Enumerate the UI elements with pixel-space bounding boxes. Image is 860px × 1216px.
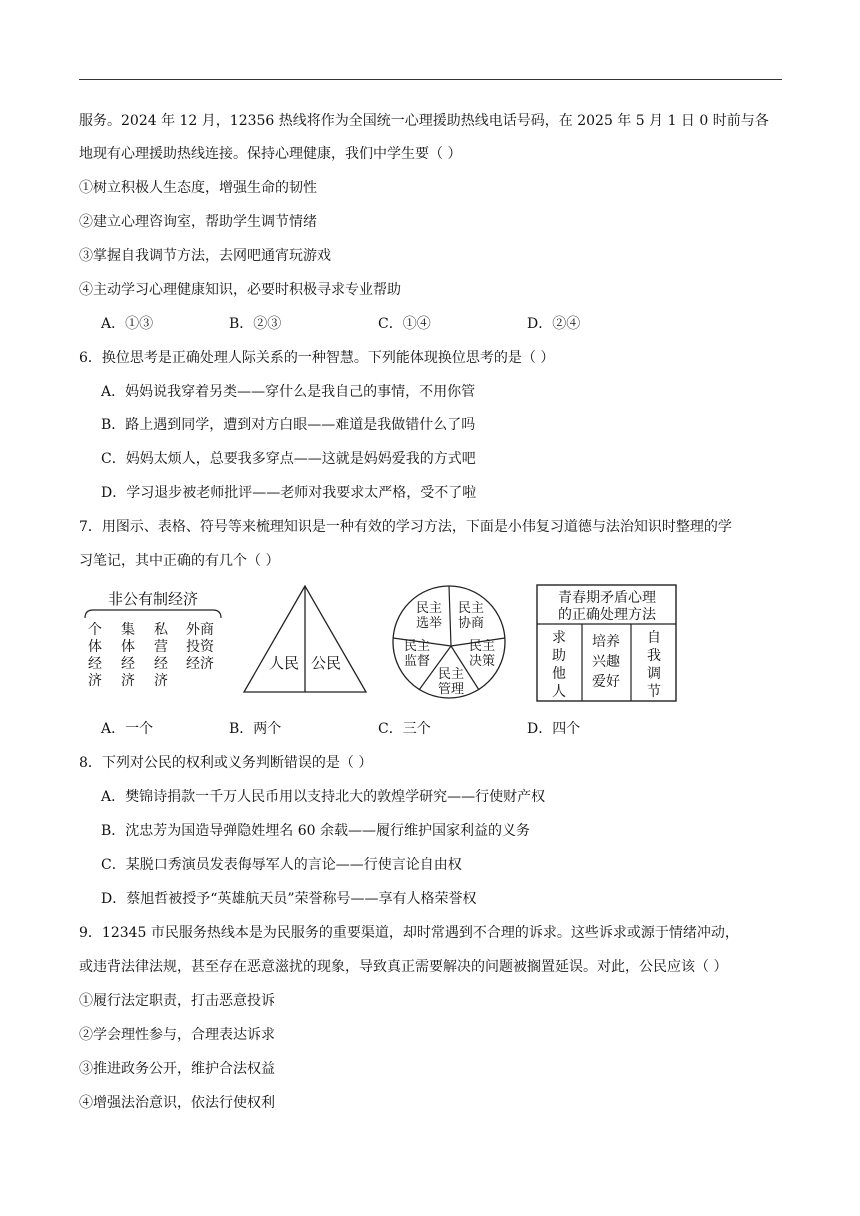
diagram-democracy-circle <box>389 584 509 704</box>
table4-col3-text: 自 <box>647 630 661 646</box>
diagram1-col2-char: 经 <box>121 656 135 672</box>
q5-option-b[interactable]: B．②③ <box>229 316 282 332</box>
table4-col1-text: 他 <box>552 666 566 682</box>
diagram1-col2-char: 体 <box>121 639 135 655</box>
q9-statement-3: ③推进政务公开，维护合法权益 <box>79 1061 275 1077</box>
sector-3-label: 民主 <box>468 639 496 654</box>
q9-statement-1: ①履行法定职责，打击恶意投诉 <box>79 993 275 1009</box>
q7-stem-line1: 7．用图示、表格、符号等来梳理知识是一种有效的学习方法，下面是小伟复习道德与法治知识时整理的学 <box>79 519 732 535</box>
diagram1-title: 非公有制经济 <box>107 590 199 608</box>
table4-col3-text: 我 <box>647 648 661 664</box>
q9-statement-4: ④增强法治意识，依法行使权利 <box>79 1095 275 1111</box>
q5-statement-3: ③掌握自我调节方法，去网吧通宵玩游戏 <box>79 248 331 264</box>
q5-statement-4: ④主动学习心理健康知识，必要时积极寻求专业帮助 <box>79 282 401 298</box>
q5-option-d[interactable]: D．②④ <box>527 316 581 332</box>
sector-5-label: 民主 <box>403 639 431 654</box>
table4-title-line-2: 的正确处理方法 <box>558 607 656 623</box>
sector-1-label: 民主 <box>415 601 443 616</box>
diagram1-col3-char: 济 <box>154 673 168 689</box>
diagram1-col3-char: 营 <box>154 639 168 655</box>
q8-option-a[interactable]: A．樊锦诗捐款一千万人民币用以支持北大的敦煌学研究——行使财产权 <box>101 789 546 805</box>
sector-2-label: 民主 <box>457 601 485 616</box>
triangle-left-label: 人民 <box>268 654 300 672</box>
q5-statement-1: ①树立积极人生态度，增强生命的韧性 <box>79 180 317 196</box>
q8-option-b[interactable]: B．沈忠芳为国造导弹隐姓埋名 60 余载——履行维护国家利益的义务 <box>101 823 531 839</box>
diagram1-col4-char: 外商 <box>186 622 214 638</box>
q7-options <box>101 719 781 739</box>
diagram1-brace <box>85 610 221 618</box>
q9-stem-line1: 9．12345 市民服务热线本是为民服务的重要渠道，却时常遇到不合理的诉求。这些诉求或源于情绪冲动， <box>79 925 739 941</box>
q8-stem: 8．下列对公民的权利或义务判断错误的是（ ） <box>79 755 373 771</box>
q5-statement-2: ②建立心理咨询室，帮助学生调节情绪 <box>79 214 317 230</box>
table4-col2-text: 爱好 <box>592 674 620 690</box>
q5-stem-line2: 地现有心理援助热线连接。保持心理健康，我们中学生要（ ） <box>79 146 462 162</box>
q9-statement-2: ②学会理性参与，合理表达诉求 <box>79 1027 275 1043</box>
q6-stem: 6．换位思考是正确处理人际关系的一种智慧。下列能体现换位思考的是（ ） <box>79 350 555 366</box>
table4-col1-text: 求 <box>552 630 566 646</box>
table4-col3-text: 节 <box>647 684 661 700</box>
sector-1-label: 选举 <box>415 616 443 631</box>
diagram1-col1-char: 济 <box>88 673 102 689</box>
q6-option-d[interactable]: D．学习退步被老师批评——老师对我要求太严格，受不了啦 <box>101 485 477 501</box>
q7-option-b[interactable]: B．两个 <box>229 721 282 737</box>
diagram-adolescence-table <box>536 584 678 708</box>
diagram1-col4-char: 经济 <box>186 656 214 672</box>
table4-col2-text: 兴趣 <box>592 654 620 670</box>
q7-option-d[interactable]: D．四个 <box>527 721 581 737</box>
q6-option-a[interactable]: A．妈妈说我穿着另类——穿什么是我自己的事情，不用你管 <box>101 384 476 400</box>
q7-option-a[interactable]: A．一个 <box>101 721 154 737</box>
diagram1-col3-char: 经 <box>154 656 168 672</box>
q5-option-c[interactable]: C．①④ <box>378 316 431 332</box>
q6-option-b[interactable]: B．路上遇到同学，遭到对方白眼——难道是我做错什么了吗 <box>101 417 476 433</box>
diagram1-col4-char: 投资 <box>186 639 214 655</box>
q9-stem-line2: 或违背法律法规，甚至存在恶意滋扰的现象，导致真正需要解决的问题被搁置延误。对此，公民应该（ ） <box>79 959 728 975</box>
q8-option-d[interactable]: D．蔡旭哲被授予“英雄航天员”荣誉称号——享有人格荣誉权 <box>101 891 477 907</box>
table4-title-line-1: 青春期矛盾心理 <box>558 590 656 606</box>
diagram-triangle <box>242 584 368 700</box>
sector-4-label: 管理 <box>437 682 465 697</box>
sector-2-label: 协商 <box>457 616 485 631</box>
sector-3-label: 决策 <box>468 654 496 669</box>
table4-col2-text: 培养 <box>592 634 620 650</box>
q5-stem-line1: 服务。2024 年 12 月，12356 热线将作为全国统一心理援助热线电话号码，在 2025 年 5 月 1 日 0 时前与各 <box>79 113 769 129</box>
table4-col3-text: 调 <box>647 666 661 682</box>
diagram1-col2-char: 济 <box>121 673 135 689</box>
q8-option-c[interactable]: C．某脱口秀演员发表侮辱军人的言论——行使言论自由权 <box>101 857 462 873</box>
triangle-right-label: 公民 <box>310 654 342 672</box>
header-rule <box>79 79 782 80</box>
table4-col1-text: 人 <box>552 684 566 700</box>
q6-option-c[interactable]: C．妈妈太烦人，总要我多穿点——这就是妈妈爱我的方式吧 <box>101 451 476 467</box>
sector-4-label: 民主 <box>437 667 465 682</box>
q7-option-c[interactable]: C．三个 <box>378 721 431 737</box>
diagram1-col2-char: 集 <box>121 622 135 638</box>
sector-5-label: 监督 <box>403 654 431 669</box>
diagram1-col1-char: 体 <box>88 639 102 655</box>
circle-divider-1 <box>449 586 451 646</box>
table4-col1-text: 助 <box>552 648 566 664</box>
q7-stem-line2: 习笔记，其中正确的有几个（ ） <box>79 553 280 569</box>
diagram1-col1-char: 个 <box>88 622 102 638</box>
diagram1-col3-char: 私 <box>154 622 168 638</box>
q5-options <box>101 314 781 334</box>
diagram1-col1-char: 经 <box>88 656 102 672</box>
diagram-non-public-economy <box>83 584 223 700</box>
q5-option-a[interactable]: A．①③ <box>101 316 154 332</box>
